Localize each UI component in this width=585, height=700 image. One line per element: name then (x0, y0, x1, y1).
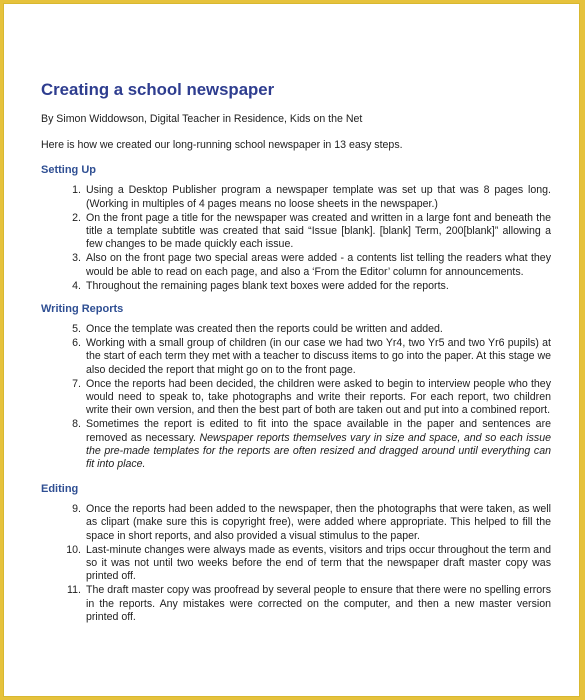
item-number: 4. (72, 279, 81, 292)
list-item (41, 252, 551, 278)
list-item (41, 212, 551, 252)
item-text: Once the reports had been added to the newspaper, then the photographs that were taken, as well as clipart (make sure this is copyright free), were added where appropriate. This helped to fill the space in short reports, and also provided a visual stimulus to the paper. (86, 503, 551, 542)
document-title: Creating a school newspaper (41, 80, 275, 99)
list-item (41, 544, 551, 584)
item-text: Working with a small group of children (in our case we had two Yr4, two Yr5 and two Yr6 pupils) at the start of each term they met with a teacher to discuss items to go into the paper. At this stage we also decided the report that might go on to the front page. (86, 337, 551, 376)
item-number: 2. (72, 211, 81, 224)
item-text: Last-minute changes were always made as events, visitors and trips occur throughout the term and so it was not until two weeks before the end of term that the newspaper draft master copy was printed off. (86, 543, 551, 583)
item-number: 5. (72, 323, 81, 336)
list-item (41, 184, 551, 210)
steps-list-editing (41, 503, 551, 624)
item-text: Once the reports had been decided, the children were asked to begin to interview people who they would need to speak to, take photographs and write their reports. For each report, two children write their own version, and then the best part of both are taken out and put into a combined report. (86, 377, 551, 417)
list-item (41, 503, 551, 543)
item-number: 3. (72, 252, 81, 265)
item-number: 11. (67, 584, 81, 597)
list-item (41, 280, 551, 293)
item-text: Throughout the remaining pages blank text boxes were added for the reports. (86, 279, 449, 292)
section-heading-editing: Editing (41, 483, 79, 496)
list-item (41, 584, 551, 624)
item-number: 8. (72, 418, 81, 431)
byline: By Simon Widdowson, Digital Teacher in Residence, Kids on the Net (41, 113, 363, 125)
item-number: 6. (72, 337, 81, 350)
item-text: Sometimes the report is edited to fit into the space available in the paper and sentences are removed as necessary. (86, 418, 551, 444)
item-text: On the front page a title for the newspaper was created and written in a large font and beneath the title a template subtitle was created that said “Issue [blank]. [blank] Term, 200[blank]” allowing a few changes to be made quickly each issue. (86, 211, 551, 251)
item-number: 7. (72, 377, 81, 390)
document-content (41, 79, 551, 625)
item-text: Once the template was created then the reports could be written and added. (86, 323, 443, 336)
section-heading-writing-reports: Writing Reports (41, 303, 124, 316)
steps-list-writing-reports (41, 323, 551, 471)
item-text: Also on the front page two special areas were added - a contents list telling the readers what they would be able to read on each page, and also a ‘From the Editor’ column for announcements. (86, 252, 551, 278)
steps-list-setting-up (41, 184, 551, 293)
section-heading-setting-up: Setting Up (41, 164, 96, 177)
list-item (41, 378, 551, 418)
item-number: 9. (72, 503, 81, 516)
item-text: Using a Desktop Publisher program a newspaper template was set up that was 8 pages long. (Working in multiples of 4 pages means no loose sheets in the newspaper.) (86, 184, 551, 210)
list-item (41, 323, 551, 336)
item-text: The draft master copy was proofread by several people to ensure that there were no spelling errors in the reports. Any mistakes were corrected on the computer, and then a new master version printed off. (86, 584, 551, 623)
document-page (3, 3, 580, 697)
list-item (41, 337, 551, 377)
item-italic-text: Newspaper reports themselves vary in size and space, and so each issue the pre-made templates for the reports are often resized and dragged around until everything can fit into place. (86, 431, 551, 471)
list-item (41, 418, 551, 471)
item-number: 1. (72, 184, 81, 197)
item-number: 10. (66, 543, 81, 556)
intro-paragraph: Here is how we created our long-running school newspaper in 13 easy steps. (41, 139, 403, 152)
